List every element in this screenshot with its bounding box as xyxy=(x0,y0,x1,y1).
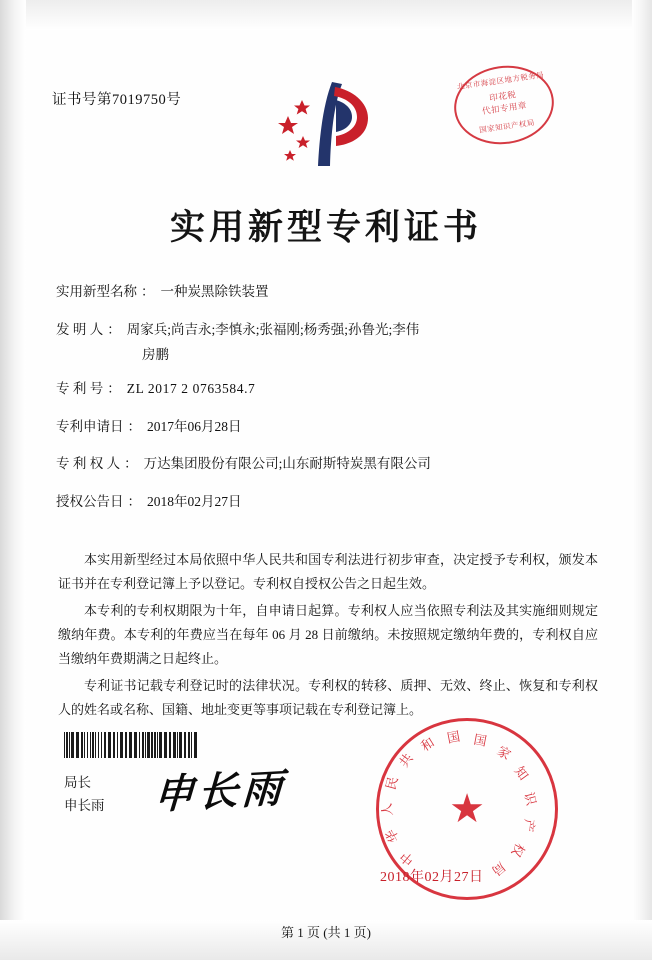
cnipa-logo xyxy=(268,74,388,184)
tax-seal-arc-bottom: 国家知识产权局 xyxy=(478,117,536,135)
tax-seal-line2: 代扣专用章 xyxy=(481,99,528,117)
field-row-utility-model-name xyxy=(56,282,601,302)
field-label: 发 明 人 xyxy=(56,321,104,337)
seal-char: 产 xyxy=(519,818,537,833)
seal-char: 国 xyxy=(472,732,488,750)
field-value: 万达集团股份有限公司;山东耐斯特炭黑有限公司 xyxy=(143,456,431,472)
handwritten-signature: 申长雨 xyxy=(152,765,287,818)
field-row-application-date xyxy=(56,417,601,437)
seal-char: 和 xyxy=(418,735,438,755)
seal-date: 2018年02月27日 xyxy=(380,870,484,885)
field-label: 专 利 权 人 xyxy=(56,456,121,472)
field-label: 专利申请日 xyxy=(56,418,124,434)
field-separator: ： xyxy=(107,381,121,397)
seal-star-icon: ★ xyxy=(449,786,485,831)
field-separator: ： xyxy=(141,284,155,299)
field-label: 专 利 号 xyxy=(56,381,104,397)
field-label: 授权公告日 xyxy=(56,493,124,509)
barcode xyxy=(64,732,198,758)
seal-char: 权 xyxy=(507,840,527,859)
field-value: ZL 2017 2 0763584.7 xyxy=(126,381,256,397)
field-value: 周家兵;尚吉永;李慎永;张福刚;杨秀强;孙鲁光;李伟 xyxy=(126,321,420,337)
field-separator: ： xyxy=(127,418,141,434)
seal-char: 中 xyxy=(397,847,418,868)
seal-char: 民 xyxy=(383,775,402,792)
field-value: 一种炭黑除铁装置 xyxy=(160,284,269,299)
tax-stamp-seal xyxy=(449,59,559,150)
seal-char: 家 xyxy=(493,743,513,764)
page-footer: 第 1 页 (共 1 页) xyxy=(281,925,371,940)
tax-seal-line1: 印花税 xyxy=(488,89,517,103)
paragraph-3: 专利证书记载专利登记时的法律状况。专利权的转移、质押、无效、终止、恢复和专利权人的姓名或名称、国籍、地址变更等事项记载在专利登记簿上。 xyxy=(58,678,598,718)
director-name-label: 申长雨 xyxy=(64,797,105,813)
field-row-grant-date xyxy=(56,492,601,512)
scan-edge-top xyxy=(0,0,652,30)
field-value: 2017年06月28日 xyxy=(147,418,242,434)
seal-char: 共 xyxy=(396,751,417,771)
seal-char: 知 xyxy=(510,764,531,784)
field-value: 2018年02月27日 xyxy=(147,493,242,509)
field-separator: ： xyxy=(127,493,141,509)
field-separator: ： xyxy=(107,321,121,337)
field-row-patent-number xyxy=(56,379,601,399)
field-value-inventors-line2: 房鹏 xyxy=(142,347,169,363)
page-title: 实用新型专利证书 xyxy=(169,208,482,248)
field-label: 实用新型名称 xyxy=(56,284,137,299)
seal-char: 局 xyxy=(488,858,509,879)
field-separator: ： xyxy=(124,456,138,472)
seal-char: 国 xyxy=(445,729,462,747)
paragraph-2: 本专利的专利权期限为十年，自申请日起算。专利权人应当依照专利法及其实施细则规定缴纳年费。本专利的年费应当在每年 06 月 28 日前缴纳。未按照规定缴纳年费的，专利权自应当缴纳年费期满之日起终止。 xyxy=(58,603,598,667)
certificate-content xyxy=(46,60,606,940)
field-list xyxy=(56,282,601,529)
seal-char: 华 xyxy=(383,826,403,845)
tax-seal-arc-top: 北京市海淀区地方税务局 xyxy=(456,70,545,92)
seal-char: 识 xyxy=(520,790,539,808)
scan-edge-left xyxy=(0,0,26,960)
certificate-number: 证书号第7019750号 xyxy=(52,92,182,108)
field-row-inventors xyxy=(56,320,601,340)
legal-text-block xyxy=(58,548,598,725)
signature-block xyxy=(64,772,105,818)
seal-char: 人 xyxy=(379,802,397,817)
field-row-patentee xyxy=(56,454,601,474)
scan-edge-right xyxy=(632,0,652,960)
director-title-label: 局长 xyxy=(64,775,91,790)
paragraph-1: 本实用新型经过本局依照中华人民共和国专利法进行初步审查，决定授予专利权，颁发本证书并在专利登记簿上予以登记。专利权自授权公告之日起生效。 xyxy=(58,552,598,592)
